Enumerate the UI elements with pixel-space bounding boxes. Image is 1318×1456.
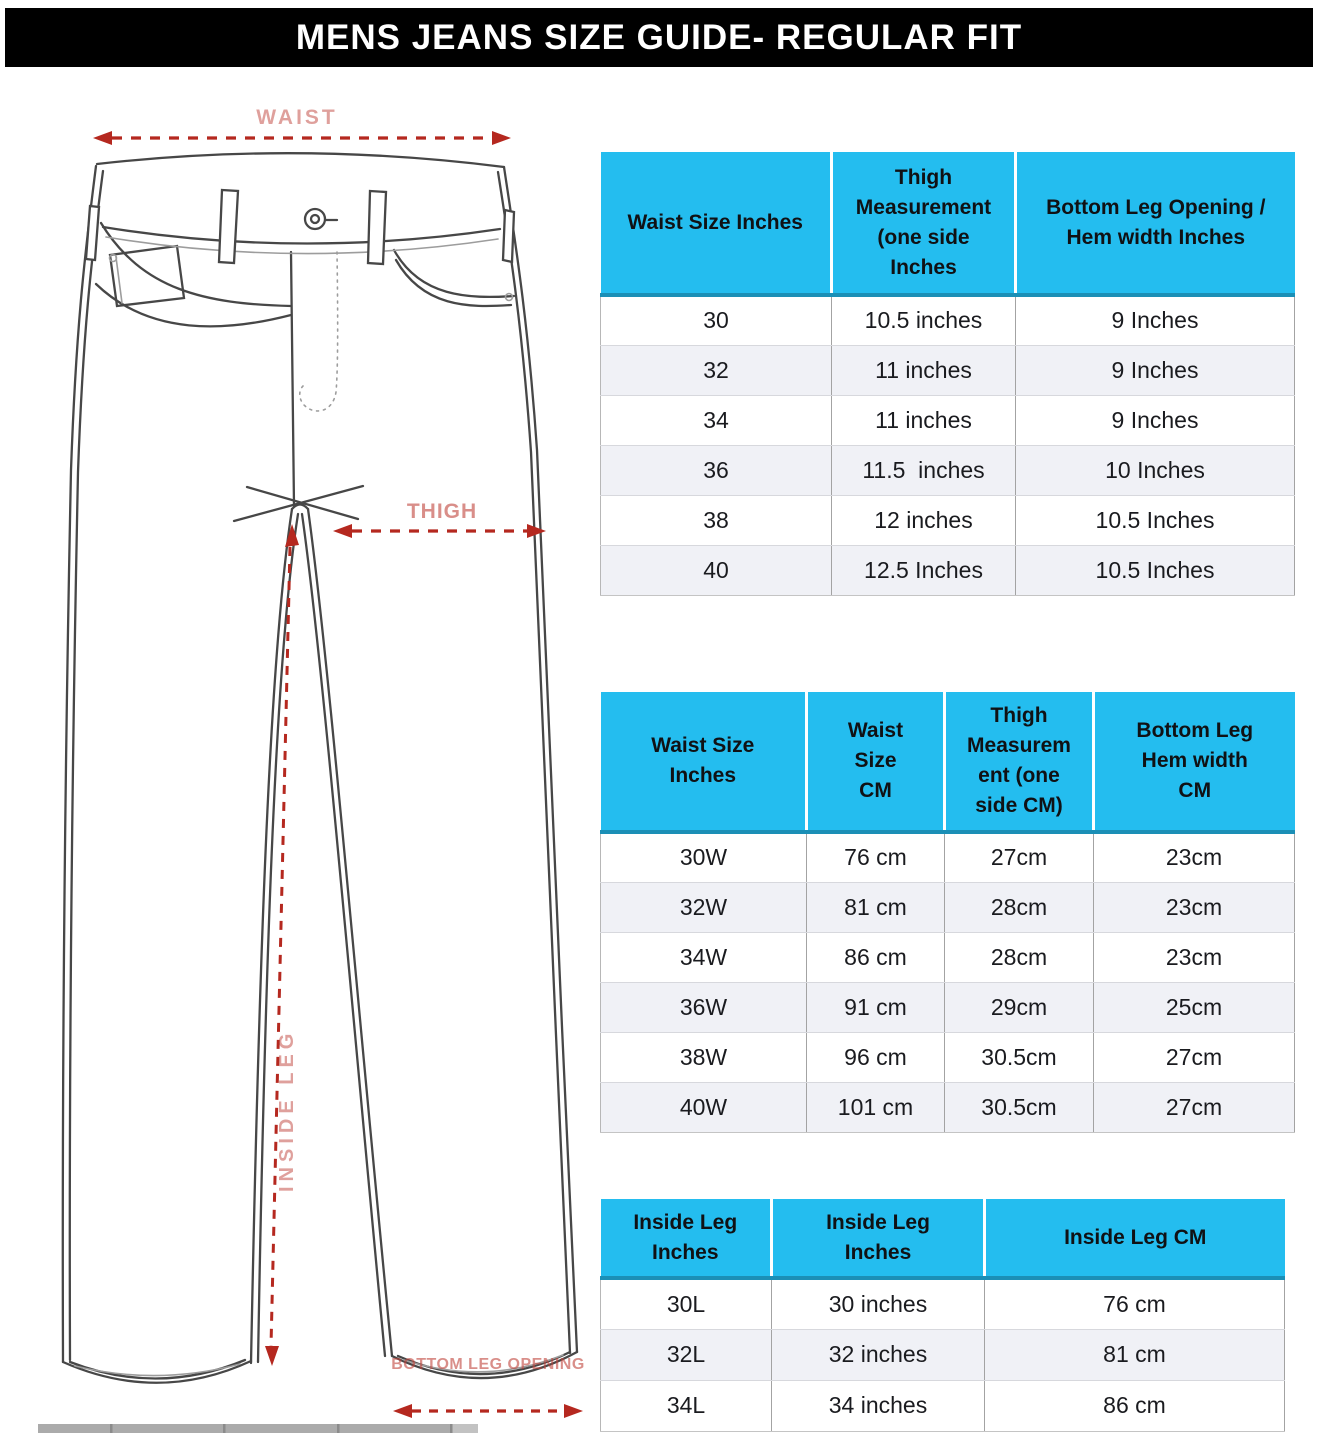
table-cell: 30.5cm [945, 1082, 1094, 1132]
table-cell: 34 [601, 395, 832, 445]
table-row [601, 1329, 1285, 1380]
table-cell: 11 inches [832, 395, 1016, 445]
jeans-diagram [0, 0, 600, 1456]
table-cell: 27cm [945, 832, 1094, 882]
table-cell: 10.5 Inches [1016, 495, 1295, 545]
page-title: MENS JEANS SIZE GUIDE- REGULAR FIT [295, 17, 1023, 57]
table-sizes-inches [600, 152, 1295, 596]
table-cell: 76 cm [807, 832, 945, 882]
table-row [601, 1278, 1285, 1329]
table-row [601, 445, 1295, 495]
belt-loop-right [368, 191, 386, 264]
table-cell: 40W [601, 1082, 807, 1132]
column-header: Waist Size Inches [601, 152, 832, 295]
inside-leg-arrowhead-bottom [265, 1346, 279, 1366]
table-cell: 86 cm [807, 932, 945, 982]
column-header: Thigh Measurem ent (one side CM) [945, 692, 1094, 832]
jeans-outline [63, 153, 577, 1383]
column-header: Bottom Leg Opening / Hem width Inches [1016, 152, 1295, 295]
header-row [601, 1199, 1285, 1278]
table-row [601, 495, 1295, 545]
table-cell: 32 inches [772, 1329, 985, 1380]
table-cell: 30 inches [772, 1278, 985, 1329]
column-header: Inside Leg Inches [601, 1199, 772, 1278]
table-cell: 91 cm [807, 982, 945, 1032]
table-row [601, 1032, 1295, 1082]
table-cell: 23cm [1094, 932, 1295, 982]
table-row [601, 545, 1295, 595]
table-inside-leg [600, 1199, 1285, 1432]
table-cell: 28cm [945, 932, 1094, 982]
table-row [601, 932, 1295, 982]
table-row [601, 882, 1295, 932]
table-cell: 23cm [1094, 832, 1295, 882]
table-row [601, 395, 1295, 445]
table-row [601, 832, 1295, 882]
table-cell: 30.5cm [945, 1032, 1094, 1082]
header-row [601, 692, 1295, 832]
table-cell: 32W [601, 882, 807, 932]
table-cell: 81 cm [807, 882, 945, 932]
inside-leg-arrow [271, 547, 290, 1346]
table-cell: 96 cm [807, 1032, 945, 1082]
table-cell: 36 [601, 445, 832, 495]
table-cell: 10.5 inches [832, 295, 1016, 345]
waist-label: WAIST [256, 106, 338, 129]
thigh-label: THIGH [406, 500, 478, 523]
table-cell: 10.5 Inches [1016, 545, 1295, 595]
table-cell: 27cm [1094, 1082, 1295, 1132]
header-row [601, 152, 1295, 295]
table-cell: 36W [601, 982, 807, 1032]
column-header: Bottom Leg Hem width CM [1094, 692, 1295, 832]
waist-arrowhead-left [93, 131, 112, 145]
bottom-leg-arrowhead-left [393, 1404, 412, 1418]
table-cell: 9 Inches [1016, 345, 1295, 395]
table-cell: 34W [601, 932, 807, 982]
table-cell: 12 inches [832, 495, 1016, 545]
column-header: Inside Leg CM [985, 1199, 1285, 1278]
jeans-stitching [75, 237, 563, 1376]
table-cell: 9 Inches [1016, 395, 1295, 445]
table-cell: 32L [601, 1329, 772, 1380]
table-cell: 10 Inches [1016, 445, 1295, 495]
belt-loop-right-edge [503, 210, 514, 262]
bottom-leg-arrowhead-right [564, 1404, 583, 1418]
table-cell: 11.5 inches [832, 445, 1016, 495]
table-cell: 12.5 Inches [832, 545, 1016, 595]
table-cell: 30 [601, 295, 832, 345]
table-cell: 34 inches [772, 1380, 985, 1431]
table-cell: 76 cm [985, 1278, 1285, 1329]
table-cell: 81 cm [985, 1329, 1285, 1380]
thigh-arrowhead-left [333, 524, 352, 538]
table-cell: 11 inches [832, 345, 1016, 395]
table-row [601, 1380, 1285, 1431]
inside-leg-label: INSIDE LEG [276, 1028, 298, 1192]
column-header: Waist Size Inches [601, 692, 807, 832]
table-cell: 38W [601, 1032, 807, 1082]
table-cell: 30L [601, 1278, 772, 1329]
thigh-arrowhead-right [527, 524, 546, 538]
table-cell: 32 [601, 345, 832, 395]
belt-loop-left-edge [86, 206, 99, 260]
column-header: Waist Size CM [807, 692, 945, 832]
measurement-labels [256, 106, 585, 1373]
table-cell: 38 [601, 495, 832, 545]
table-row [601, 295, 1295, 345]
table-row [601, 1082, 1295, 1132]
table-cell: 23cm [1094, 882, 1295, 932]
table-cell: 30W [601, 832, 807, 882]
table-cell: 86 cm [985, 1380, 1285, 1431]
table-row [601, 345, 1295, 395]
table-cell: 28cm [945, 882, 1094, 932]
column-header: Inside Leg Inches [772, 1199, 985, 1278]
waist-arrowhead-right [492, 131, 511, 145]
table-row [601, 982, 1295, 1032]
table-cell: 25cm [1094, 982, 1295, 1032]
table-sizes-cm [600, 692, 1295, 1133]
table-cell: 29cm [945, 982, 1094, 1032]
table-cell: 40 [601, 545, 832, 595]
table-cell: 9 Inches [1016, 295, 1295, 345]
table-cell: 34L [601, 1380, 772, 1431]
bottom-strip [38, 1424, 478, 1433]
belt-loop-left [219, 190, 238, 263]
column-header: Thigh Measurement (one side Inches [832, 152, 1016, 295]
table-cell: 27cm [1094, 1032, 1295, 1082]
bottom-leg-opening-label: BOTTOM LEG OPENING [391, 1356, 585, 1373]
table-cell: 101 cm [807, 1082, 945, 1132]
